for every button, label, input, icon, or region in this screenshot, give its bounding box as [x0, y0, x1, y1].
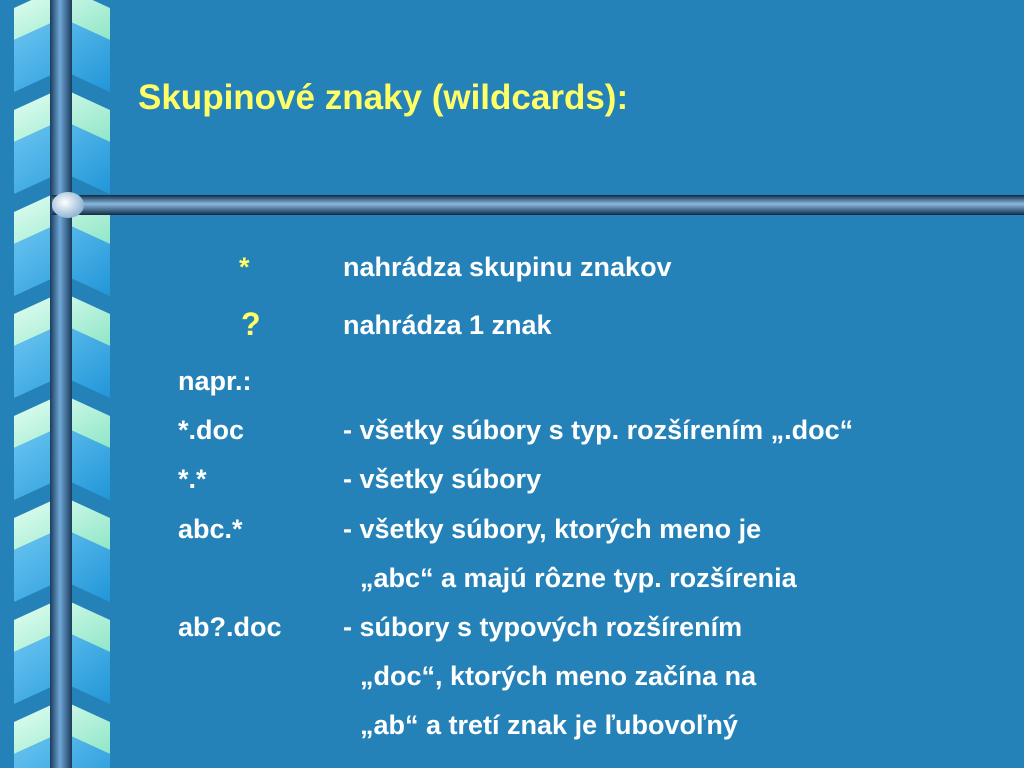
- example-row: [0, 464, 1024, 510]
- wildcard-row: [0, 252, 1024, 298]
- example-row: [0, 415, 1024, 461]
- wildcard-symbol: ?: [241, 306, 261, 342]
- example-row: [0, 612, 1024, 658]
- example-description: - všetky súbory: [343, 464, 542, 494]
- example-description: „ab“ a tretí znak je ľubovoľný: [360, 710, 738, 740]
- example-pattern: *.*: [178, 464, 207, 494]
- example-description: - všetky súbory, ktorých meno je: [343, 514, 762, 544]
- wildcard-symbol: *: [239, 252, 250, 282]
- example-pattern: abc.*: [178, 514, 243, 544]
- slide-title: Skupinové znaky (wildcards):: [138, 78, 629, 117]
- example-row: [0, 514, 1024, 560]
- example-continuation: [0, 563, 1024, 609]
- example-description: - všetky súbory s typ. rozšírením „.doc“: [343, 415, 854, 445]
- example-description: „abc“ a majú rôzne typ. rozšírenia: [360, 563, 797, 593]
- example-pattern: *.doc: [178, 415, 245, 445]
- example-pattern: ab?.doc: [178, 612, 282, 642]
- example-continuation: [0, 661, 1024, 707]
- wildcard-description: nahrádza skupinu znakov: [343, 252, 672, 282]
- horizontal-bar-decoration: [52, 192, 1024, 218]
- example-continuation: [0, 710, 1024, 756]
- wildcard-row: [0, 306, 1024, 356]
- wildcard-description: nahrádza 1 znak: [343, 310, 552, 340]
- examples-label: napr.:: [178, 366, 252, 396]
- example-description: „doc“, ktorých meno začína na: [360, 661, 757, 691]
- examples-label-row: [0, 366, 1024, 412]
- example-description: - súbory s typových rozšírením: [343, 612, 743, 642]
